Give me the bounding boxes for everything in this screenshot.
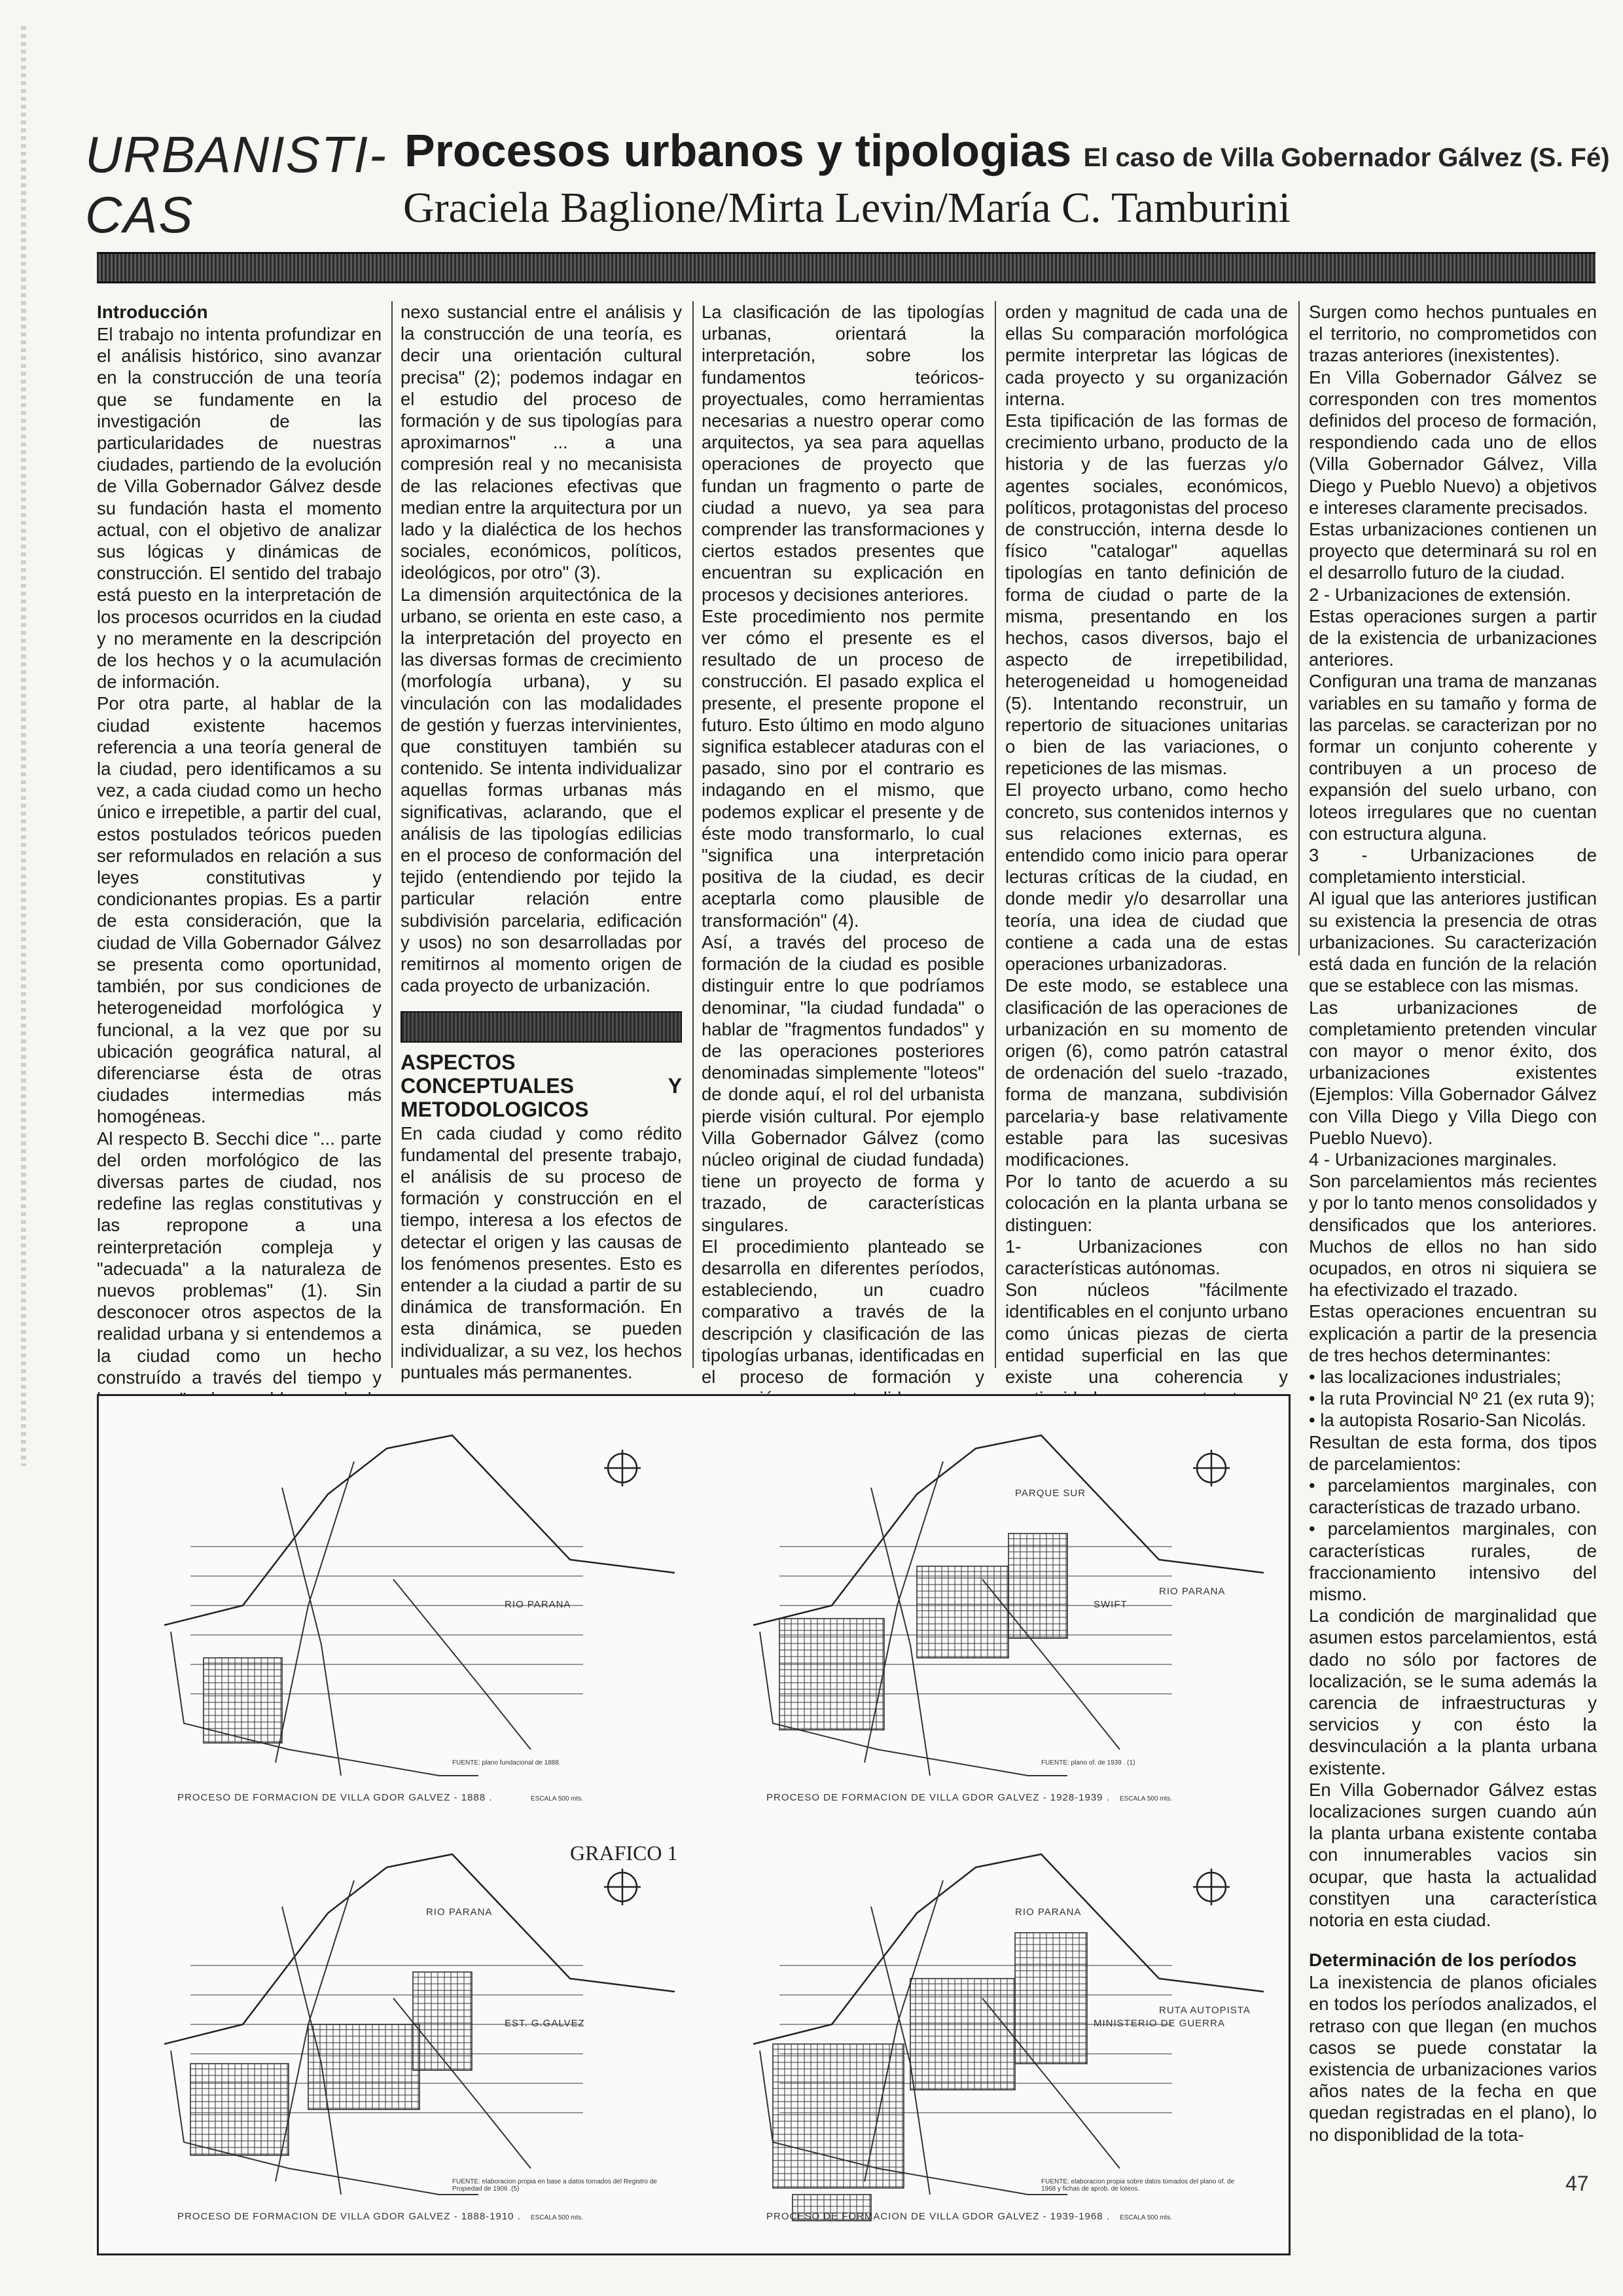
section-heading: ASPECTOS CONCEPTUALES Y METODOLOGICOS	[401, 1050, 682, 1121]
paragraph: Son núcleos "fácilmente identificables en el conjunto urbano como únicas piezas de cierta entidad superficial en las que existe una coherencia y	[1005, 1280, 1288, 1387]
paragraph: La dimensión arquitectónica de la urbano, se orienta en este caso, a la interpretación del proyecto en las diversas formas de crecimiento (morfología urbana), y su vinculación con las modalidades de gestión y fuerzas intervinientes, que constituyen también su contenido. Se intenta individualizar aquellas formas urbanas más significativas, aclarando, que el análisis de las tipologías edilicias en el proceso de conformación del tejido (entendiendo por tejido la particular relación entre subdivisión parcelaria, edificación y usos) no son desarrolladas por remitirnos al momento origen de cada proyecto de urbanización.	[401, 584, 682, 996]
map-source-note: FUENTE: plano fundacional de 1888.	[452, 1759, 561, 1767]
map-scale: ESCALA 500 mts.	[1120, 2214, 1173, 2221]
periods-heading: Determinación de los períodos	[1309, 1950, 1577, 1971]
intro-heading: Introducción	[97, 302, 208, 322]
paragraph: 1- Urbanizaciones con características autónomas.	[1005, 1236, 1288, 1278]
paragraph: 2 - Urbanizaciones de extensión.	[1309, 584, 1571, 605]
map-scale: ESCALA 500 mts.	[531, 1795, 584, 1803]
article-title: Procesos urbanos y tipologias	[404, 125, 1072, 176]
left-margin-rule	[21, 26, 26, 1466]
map-panel	[112, 1409, 688, 1815]
paragraph: De este modo, se establece una clasificación de las operaciones de urbanización en su momento de origen (6), como patrón catastral de ordenación del suelo -trazado, forma de manzana, subdivisión parcelaria-y base relativamente estable para las sucesivas modificaciones.	[1005, 975, 1288, 1170]
paragraph: Estas operaciones surgen a partir de la existencia de urbanizaciones anteriores.	[1309, 605, 1597, 670]
header-band	[97, 252, 1596, 283]
map-panel	[701, 1828, 1277, 2234]
map-place-label: RIO PARANA	[1015, 1907, 1082, 1918]
paragraph: En Villa Gobernador Gálvez se corresponden con tres momentos definidos del proceso de formación, respondiendo cada uno de ellos (Villa Gobernador Gálvez, Villa Diego y Pueblo Nuevo) a objetivos e intereses claramente precisados.	[1309, 367, 1597, 518]
map-caption: PROCESO DE FORMACION DE VILLA GDOR GALVEZ - 1888 .	[177, 1792, 493, 1803]
article-title-row	[404, 124, 1610, 177]
paragraph: Las urbanizaciones de completamiento pretenden vincular con mayor o menor éxito, dos urbanizaciones existentes (Ejemplos: Villa Gobernador Gálvez con Villa Diego y Villa Diego con Pueblo Nuevo).	[1309, 997, 1597, 1148]
map-place-label: RUTA AUTOPISTA	[1159, 2005, 1251, 2016]
map-panel	[701, 1409, 1277, 1815]
column-1	[97, 301, 382, 1454]
page-number: 47	[1565, 2172, 1589, 2195]
map-place-label: RIO PARANA	[1159, 1586, 1226, 1597]
paragraph: Este procedimiento nos permite ver cómo el presente es el resultado de un proceso de construcción. El pasado explica el presente, el presente propone el futuro. Esto último en modo alguno significa establecer ataduras con el pasado, sino por el contrario es indagando en el mismo, que podemos explicar el presente y de éste modo transformarlo, lo cual "significa una interpretación positiva de la ciudad, es decir aceptarla como plausible de transformación" (4).	[702, 605, 984, 931]
map-source-note: FUENTE: elaboracion propia en base a datos tomados del Registro de Propiedad de 1906 .(5)	[452, 2178, 657, 2193]
paragraph: • parcelamientos marginales, con características rurales, de fraccionamiento intensivo del mismo.	[1309, 1518, 1597, 1604]
column-5	[1309, 301, 1597, 2145]
paragraph: Así, a través del proceso de formación de la ciudad es posible distinguir entre lo que podríamos denominar, "la ciudad fundada" o hablar de "fragmentos fundados" y de las operaciones posteriores denominadas simplemente "loteos" de donde aquí, el rol del urbanista pierde visión cultural. Por ejemplo Villa Gobernador Gálvez (como núcleo original de ciudad fundada) tiene un proyecto de forma y trazado, de características singulares.	[702, 931, 984, 1235]
paragraph: Por otra parte, al hablar de la ciudad existente hacemos referencia a una teoría general de la ciudad, pero identificamos a su vez, a cada ciudad como un hecho único e irrepetible, a partir del cual, estos postulados teóricos pueden ser reformulados en relación a sus leyes constitutivas y condicionantes propias. Es a partir de esta consideración, que la ciudad de Villa Gobernador Gálvez se presenta como oportunidad, también, por sus condiciones de heterogeneidad morfológica y funcional, a la vez que por su ubicación geográfica natural, al diferenciarse ésta de otras ciudades intermedias más homogéneas.	[97, 693, 382, 1127]
map-panel	[112, 1828, 688, 2234]
paragraph: • las localizaciones industriales;	[1309, 1366, 1561, 1387]
article-subtitle: El caso de Villa Gobernador Gálvez (S. Fé)	[1083, 143, 1610, 172]
paragraph: • la autopista Rosario-San Nicolás.	[1309, 1410, 1586, 1431]
map-source-note: FUENTE: plano of. de 1939 . (1)	[1041, 1759, 1135, 1767]
paragraph: El procedimiento planteado se desarrolla en diferentes períodos, estableciendo, un cuadro comparativo a través de la descripción y clasificación de las tipologías urbanas, identificadas en el proceso de formación y	[702, 1236, 984, 1387]
map-place-label: RIO PARANA	[505, 1599, 571, 1610]
paragraph: Surgen como hechos puntuales en el territorio, no comprometidos con trazas anteriores (inexistentes).	[1309, 302, 1597, 366]
paragraph: Al igual que las anteriores justifican su existencia la presencia de otras urbanizaciones. Su caracterización está dada en función de la relación que se establece con las mismas.	[1309, 888, 1597, 996]
map-place-label: EST. G.GALVEZ	[505, 2018, 585, 2029]
map-source-note: FUENTE: elaboracion propia sobre datos tomados del plano of. de 1968 y fichas de aprob. de loteos.	[1041, 2178, 1235, 2193]
figure-maps	[97, 1394, 1291, 2255]
grafico-label: GRAFICO 1	[570, 1841, 678, 1865]
column-4	[1005, 301, 1288, 1431]
paragraph: El trabajo no intenta profundizar en el análisis histórico, sino avanzar en la construcción de una teoría que se fundamente en la investigación de las particularidades de nuestras ciudades, partiendo de la evolución de Villa Gobernador Gálvez desde su fundación hasta el momento actual, con el objetivo de analizar sus lógicas y dinámicas de construcción. El sentido del trabajo está puesto en la interpretación de los procesos ocurridos en la ciudad y no meramente en la descripción de los hechos y o la acumulación de información.	[97, 324, 382, 692]
map-drawing	[112, 1828, 688, 2234]
paragraph: Resultan de esta forma, dos tipos de parcelamientos:	[1309, 1431, 1597, 1474]
column-divider	[1298, 301, 1300, 956]
paragraph: El proyecto urbano, como hecho concreto, sus contenidos internos y sus relaciones externas, es entendido como inicio para operar lecturas críticas de la ciudad, en donde medir y/o desarrollar una teoría, una idea de ciudad que contiene a cada una de estas operaciones urbanizadoras.	[1005, 780, 1288, 975]
column-divider	[995, 301, 996, 1368]
column-2	[401, 301, 682, 1383]
map-caption: PROCESO DE FORMACION DE VILLA GDOR GALVEZ - 1928-1939 .	[766, 1792, 1110, 1803]
column-divider	[391, 301, 393, 1368]
map-place-label: RIO PARANA	[426, 1907, 493, 1918]
article-authors: Graciela Baglione/Mirta Levin/María C. Tamburini	[403, 184, 1291, 232]
paragraph: La condición de marginalidad que asumen estos parcelamientos, está dado no sólo por factores de localización, se le suma además la carencia de infraestructuras y servicios y con ésto la desvinculación a la planta urbana existente.	[1309, 1605, 1597, 1778]
map-drawing	[701, 1828, 1277, 2234]
paragraph: En cada ciudad y como rédito fundamental del presente trabajo, el análisis de su proceso de formación y construcción en el tiempo, interesa a los efectos de detectar el origen y las causas de los fenómenos presentes. Esto es entender a la ciudad a partir de su dinámica de transformación. En esta dinámica, se pueden individualizar, a su vez, los hechos puntuales más permanentes.	[401, 1122, 682, 1382]
paragraph: Por lo tanto de acuerdo a su colocación en la planta urbana se distinguen:	[1005, 1171, 1288, 1235]
paragraph: nexo sustancial entre el análisis y la construcción de una teoría, es decir una orientación cultural precisa" (2); podemos indagar en el estudio del proceso de formación y de sus tipologías para aproximarnos" ... a una compresión real y no mecanisista de las relaciones efectivas que median entre la arquitectura por un lado y la dialéctica de los hechos sociales, económicos, políticos, ideológicos, por otro" (3).	[401, 302, 682, 583]
section-label: URBANISTI- CAS	[85, 126, 388, 243]
paragraph: • la ruta Provincial Nº 21 (ex ruta 9);	[1309, 1388, 1595, 1409]
map-drawing	[112, 1409, 688, 1815]
column-divider	[692, 301, 694, 1368]
map-caption: PROCESO DE FORMACION DE VILLA GDOR GALVEZ - 1939-1968 .	[766, 2211, 1110, 2222]
paragraph: La inexistencia de planos oficiales en todos los períodos analizados, el retraso con que llegan (en muchos casos se puede constatar la existencia de urbanizaciones varios años nates de la fecha en que quedan registradas en el plano), lo no disponiblidad de la tota-	[1309, 1972, 1597, 2145]
map-scale: ESCALA 500 mts.	[1120, 1795, 1173, 1803]
column-3	[702, 301, 984, 1453]
paragraph: • parcelamientos marginales, con características de trazado urbano.	[1309, 1475, 1597, 1518]
paragraph: 4 - Urbanizaciones marginales.	[1309, 1149, 1558, 1170]
section-bar	[401, 1011, 682, 1043]
paragraph: 3 - Urbanizaciones de completamiento intersticial.	[1309, 845, 1597, 888]
paragraph: Estas urbanizaciones contienen un proyecto que determinará su rol en el desarrollo futuro de la ciudad.	[1309, 519, 1597, 583]
paragraph: Esta tipificación de las formas de crecimiento urbano, producto de la historia y de las fuerzas y/o agentes sociales, económicos, políticos, protagonistas del proceso de construcción, interna desde lo físico "catalogar" aquellas tipologías en tanto definición de forma de ciudad o parte de la misma, presentando en los hechos, casos diversos, bajo el aspecto de irrepetibilidad, heterogeneidad u homogeneidad (5). Intentando reconstruir, un repertorio de situaciones unitarias o bien de las variaciones, o repeticiones de las mismas.	[1005, 410, 1288, 779]
paragraph: Estas operaciones encuentran su explicación a partir de la presencia de tres hechos determinantes:	[1309, 1301, 1597, 1365]
paragraph: La clasificación de las tipologías urbanas, orientará la interpretación, sobre los fundamentos teóricos-proyectuales, como herramientas necesarias a nuestro operar como arquitectos, ya sea para aquellas operaciones de proyecto que fundan un fragmento o parte de ciudad a nuevo, ya sea para comprender las transformaciones y ciertos estados presentes que encuentran su explicación en procesos y decisiones anteriores.	[702, 302, 984, 605]
map-caption: PROCESO DE FORMACION DE VILLA GDOR GALVEZ - 1888-1910 .	[177, 2211, 521, 2222]
map-place-label: PARQUE SUR	[1015, 1488, 1086, 1499]
paragraph: orden y magnitud de cada una de ellas Su comparación morfológica permite interpretar las lógicas de cada proyecto y su organización interna.	[1005, 302, 1288, 409]
map-drawing	[701, 1409, 1277, 1815]
paragraph: Son parcelamientos más recientes y por lo tanto menos consolidados y densificados que los anteriores. Muchos de ellos no han sido ocupados, en otros ni siquiera se ha efectivizado el trazado.	[1309, 1171, 1597, 1300]
map-place-label: MINISTERIO DE GUERRA	[1094, 2018, 1225, 2029]
map-scale: ESCALA 500 mts.	[531, 2214, 584, 2221]
paragraph: Al respecto B. Secchi dice "... parte del orden morfológico de las diversas partes de ciudad, nos redefine las reglas constitutivas y las repropone a una reinterpretación compleja y "adecuada" a la naturaleza de nuevos problemas" (1). Sin desconocer otros aspectos de la realidad urbana y si entendemos a la ciudad como un hecho construído a través del tiempo y	[97, 1128, 382, 1388]
paragraph: Configuran una trama de manzanas variables en su tamaño y forma de las parcelas. se caracterizan por no formar un conjunto coherente y contribuyen a un proceso de expansión del suelo urbano, con loteos irregulares que no cuentan con estructura alguna.	[1309, 671, 1597, 844]
map-place-label: SWIFT	[1094, 1599, 1128, 1610]
paragraph: En Villa Gobernador Gálvez estas localizaciones surgen cuando aún la planta urbana existente contaba con innumerables vacios sin ocupar, que hasta la actualidad constityen una característica notoria en esta ciudad.	[1309, 1779, 1597, 1931]
